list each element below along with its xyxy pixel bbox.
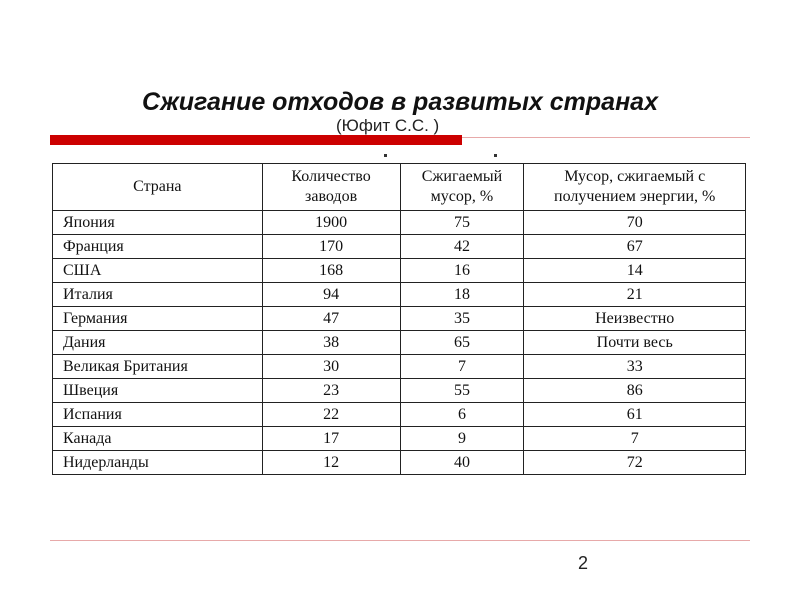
table-row: [53, 379, 746, 403]
cell-country: Дания: [53, 331, 263, 355]
cell-energy: 33: [524, 355, 746, 379]
cell-energy: Почти весь: [524, 331, 746, 355]
header-energy-recovery: Мусор, сжигаемый с получением энергии, %: [524, 164, 746, 211]
cell-plants: 94: [262, 283, 400, 307]
cell-energy: 14: [524, 259, 746, 283]
cell-burned: 40: [400, 451, 524, 475]
cell-country: Германия: [53, 307, 263, 331]
cell-country: США: [53, 259, 263, 283]
cell-plants: 47: [262, 307, 400, 331]
table-row: [53, 355, 746, 379]
cell-plants: 12: [262, 451, 400, 475]
table-row: [53, 451, 746, 475]
cell-burned: 9: [400, 427, 524, 451]
cell-burned: 7: [400, 355, 524, 379]
cell-plants: 170: [262, 235, 400, 259]
header-country: Страна: [53, 164, 263, 211]
cell-country: Великая Британия: [53, 355, 263, 379]
table-row: [53, 211, 746, 235]
table-row: [53, 331, 746, 355]
cell-burned: 6: [400, 403, 524, 427]
cell-country: Япония: [53, 211, 263, 235]
table-row: [53, 283, 746, 307]
table-row: [53, 235, 746, 259]
table-row: [53, 307, 746, 331]
cell-country: Нидерланды: [53, 451, 263, 475]
cell-energy: 21: [524, 283, 746, 307]
incineration-table: [52, 163, 746, 475]
slide-subtitle: (Юфит С.С. ): [336, 116, 440, 135]
cell-country: Швеция: [53, 379, 263, 403]
cell-energy: 70: [524, 211, 746, 235]
table-row: [53, 259, 746, 283]
page-number: 2: [578, 553, 589, 573]
cell-country: Канада: [53, 427, 263, 451]
table-row: [53, 403, 746, 427]
cell-country: Франция: [53, 235, 263, 259]
cell-energy: 72: [524, 451, 746, 475]
cell-plants: 168: [262, 259, 400, 283]
header-burned-waste: Сжигаемый мусор, %: [400, 164, 524, 211]
cell-plants: 23: [262, 379, 400, 403]
cell-plants: 38: [262, 331, 400, 355]
header-plant-count: Количество заводов: [262, 164, 400, 211]
cell-plants: 22: [262, 403, 400, 427]
cell-burned: 35: [400, 307, 524, 331]
cell-energy: 7: [524, 427, 746, 451]
cell-burned: 65: [400, 331, 524, 355]
bottom-divider-line: [50, 540, 750, 541]
cell-plants: 17: [262, 427, 400, 451]
cell-plants: 30: [262, 355, 400, 379]
cell-energy: 67: [524, 235, 746, 259]
cell-energy: Неизвестно: [524, 307, 746, 331]
cell-burned: 42: [400, 235, 524, 259]
cell-country: Испания: [53, 403, 263, 427]
cell-burned: 55: [400, 379, 524, 403]
cell-plants: 1900: [262, 211, 400, 235]
table-row: [53, 427, 746, 451]
cell-burned: 18: [400, 283, 524, 307]
table-header-row: [53, 164, 746, 211]
cell-energy: 86: [524, 379, 746, 403]
title-accent-bar: [50, 135, 462, 145]
decorative-dots: [378, 154, 498, 160]
cell-energy: 61: [524, 403, 746, 427]
cell-burned: 75: [400, 211, 524, 235]
cell-country: Италия: [53, 283, 263, 307]
slide-title: Сжигание отходов в развитых странах: [142, 88, 658, 116]
cell-burned: 16: [400, 259, 524, 283]
